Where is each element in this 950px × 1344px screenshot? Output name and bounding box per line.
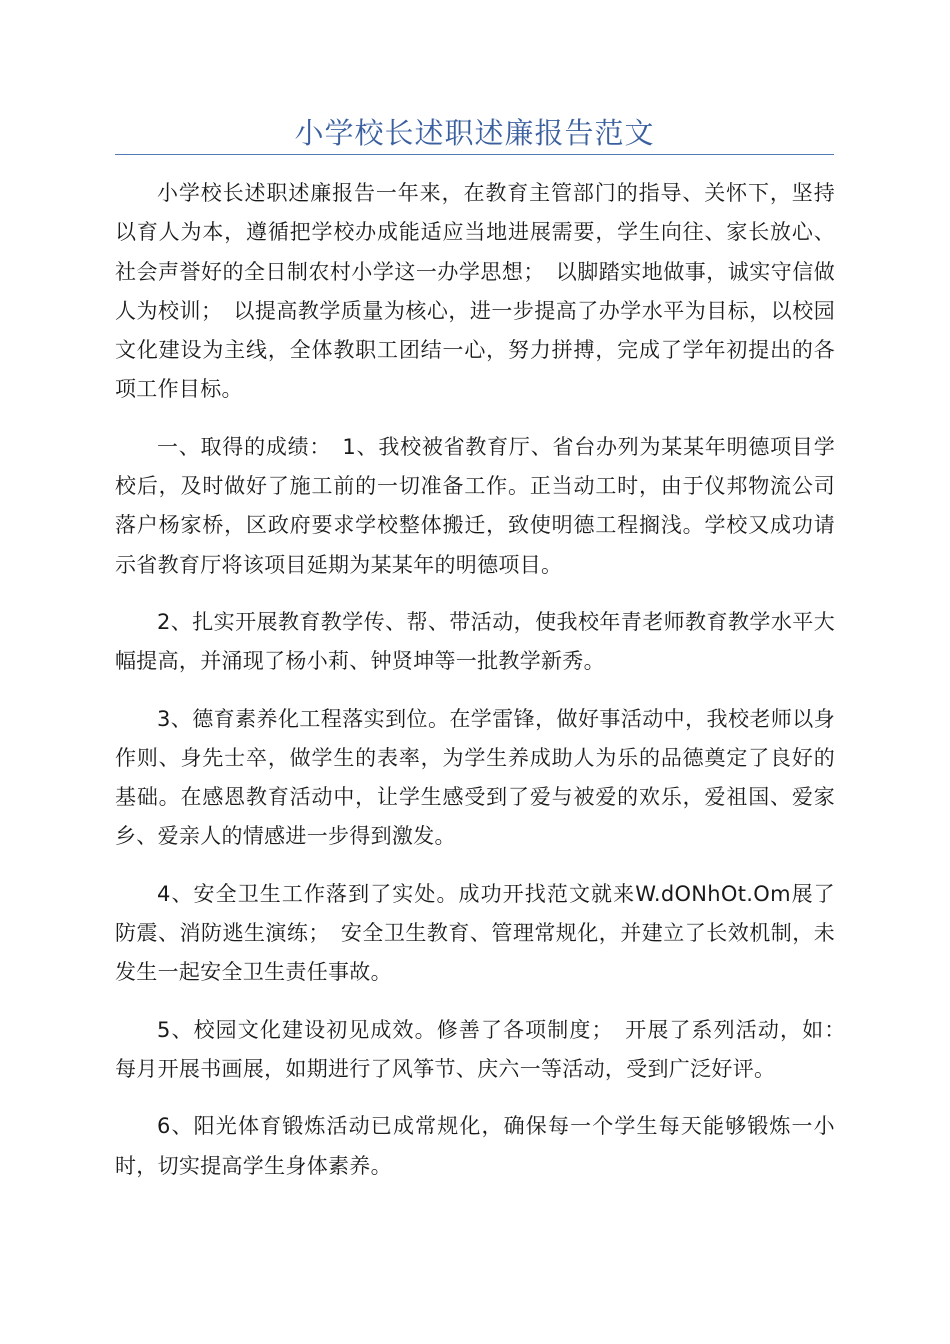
paragraph-achievement-3: 3、德育素养化工程落实到位。在学雷锋，做好事活动中，我校老师以身作则、身先士卒，做学生的表率，为学生养成助人为乐的品德奠定了良好的基础。在感恩教育活动中，让学生感受到了爱与被爱的欢乐，爱祖国、爱家乡、爱亲人的情感进一步得到激发。 — [115, 706, 835, 849]
document-title: 小学校长述职述廉报告范文 — [294, 116, 655, 150]
document-body — [115, 174, 857, 1204]
paragraph-achievement-5: 5、校园文化建设初见成效。修善了各项制度； 开展了系列活动，如： 每月开展书画展，如期进行了风筝节、庆六一等活动，受到广泛好评。 — [115, 1017, 857, 1081]
paragraph-achievement-1: 一、取得的成绩： 1、我校被省教育厅、省台办列为某某年明德项目学校后，及时做好了施工前的一切准备工作。正当动工时，由于仪邦物流公司落户杨家桥，区政府要求学校整体搬迁，致使明德工程搁浅。学校又成功请示省教育厅将该项目延期为某某年的明德项目。 — [115, 434, 835, 577]
paragraph-achievement-2: 2、扎实开展教育教学传、帮、带活动，使我校年青老师教育教学水平大幅提高，并涌现了杨小莉、钟贤坤等一批教学新秀。 — [115, 609, 835, 674]
title-underline — [115, 154, 834, 155]
paragraph-achievement-6: 6、阳光体育锻炼活动已成常规化，确保每一个学生每天能够锻炼一小时，切实提高学生身体素养。 — [115, 1114, 835, 1178]
paragraph-achievement-4: 4、安全卫生工作落到了实处。成功开找范文就来W.dONhOt.Om展了防震、消防逃生演练； 安全卫生教育、管理常规化，并建立了长效机制，未发生一起安全卫生责任事故。 — [115, 881, 835, 985]
paragraph-intro: 小学校长述职述廉报告一年来，在教育主管部门的指导、关怀下，坚持以育人为本，遵循把学校办成能适应当地进展需要，学生向往、家长放心、社会声誉好的全日制农村小学这一办学思想； 以脚踏实地做事，诚实守信做人为校训； 以提高教学质量为核心，进一步提高了办学水平为目标，以校园文化建设为主线，全体教职工团结一心，努力拼搏，完成了学年初提出的各项工作目标。 — [115, 181, 835, 402]
